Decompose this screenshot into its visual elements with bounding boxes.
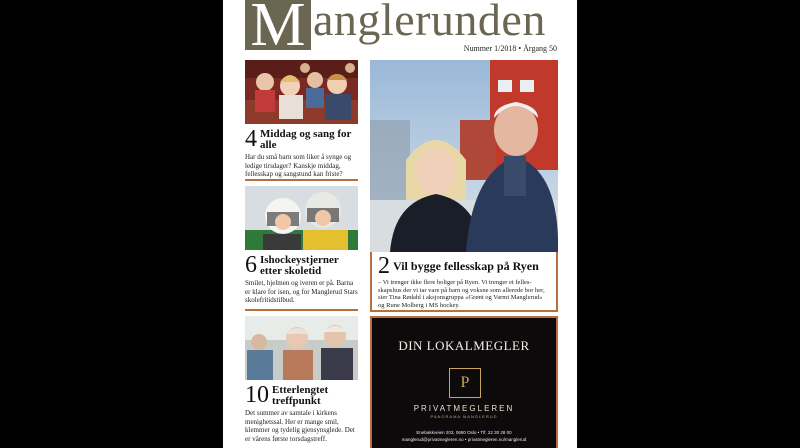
story-headline: Etterlengtet treffpunkt: [272, 384, 329, 407]
section-divider: [245, 179, 358, 181]
story-headline: Vil bygge fellesskap på Ryen: [393, 259, 539, 273]
masthead-initial: M: [245, 0, 311, 50]
masthead-title: anglerunden: [313, 0, 546, 45]
story-4[interactable]: [245, 128, 358, 179]
ad-subbrand: PANORAMA MANGLERUD: [430, 414, 498, 419]
ad-contact: manglerud@privatmegleren.no • privatmegleren.no/manglerud: [401, 437, 527, 442]
photo-hockey-kids: [245, 186, 358, 250]
privatmegleren-logo-icon: P: [449, 368, 481, 398]
story-number: 4: [245, 126, 257, 152]
photo-children-singing: [245, 60, 358, 124]
story-headline: Ishockeystjerner etter skoletid: [260, 254, 339, 277]
story-dek: – Vi trenger ikke flere boliger på Ryen. Vi trenger et fellesskapshus der vi tar vare på barn og voksne som allerede bor her, sier Tina Rødahl i aksjonsgruppa «Grønt og Varmt Manglerud» og Rune Molberg i MS hockey.: [378, 279, 545, 309]
story-number: 2: [378, 253, 390, 279]
ad-address: Enebakkveien 203, 0680 Oslo • Tlf. 22 30 28 00: [416, 430, 512, 435]
ad-title: DIN LOKALMEGLER: [398, 338, 530, 353]
advertisement[interactable]: [370, 316, 558, 448]
ad-brand: PRIVATMEGLEREN: [413, 404, 515, 413]
main-story[interactable]: [370, 252, 558, 312]
section-divider: [245, 309, 358, 311]
story-number: 10: [245, 382, 269, 408]
story-dek: Smilet, hjelmen og iveren er på. Barna er klare for isen, og for Manglerud Stars skolefritidstilbud.: [245, 279, 358, 304]
magazine-cover: [223, 0, 577, 448]
story-6[interactable]: [245, 254, 358, 305]
story-dek: Det summer av samtale i kirkens menighetssal. Her er mange smil, klemmer og tydelig gjensynsglede. Det er vårens første torsdagstreff.: [245, 409, 355, 443]
issue-info: Nummer 1/2018 • Årgang 50: [463, 44, 557, 53]
photo-main-couple: [370, 60, 558, 252]
story-10[interactable]: [245, 384, 358, 443]
story-headline: Middag og sang for alle: [260, 128, 352, 151]
story-number: 6: [245, 252, 257, 278]
story-dek: Har du små barn som liker å synge og ledige tirsdager? Kanskje middag, fellesskap og sangstund kan friste?: [245, 153, 352, 178]
photo-elderly-women: [245, 316, 358, 380]
